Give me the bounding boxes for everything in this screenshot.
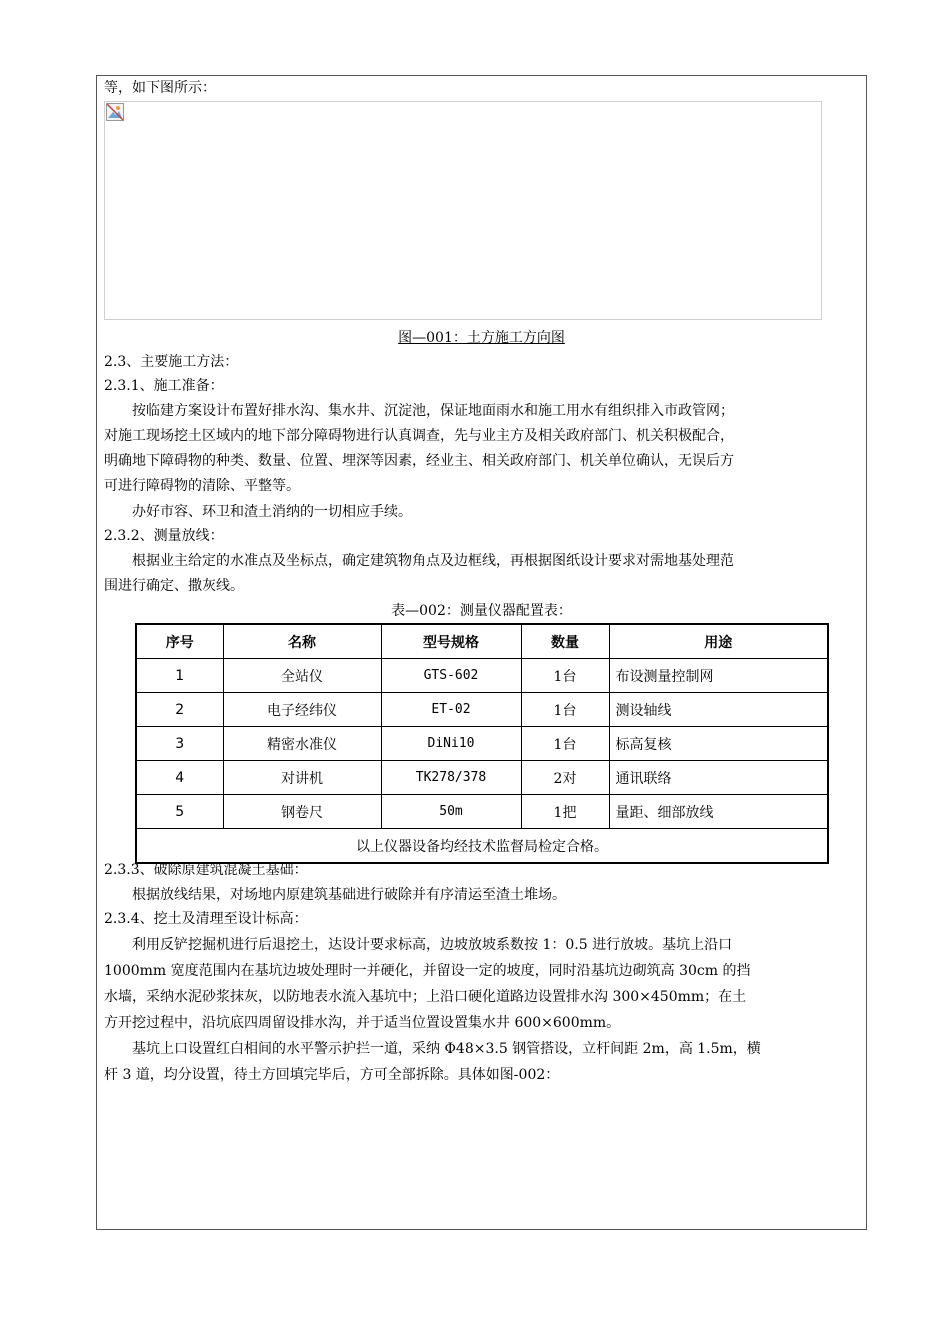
table-title: 表—002：测量仪器配置表： <box>391 603 572 619</box>
paragraph-line: 根据放线结果，对场地内原建筑基础进行破除并有序清运至渣土堆场。 <box>132 887 566 903</box>
paragraph-line: 明确地下障碍物的种类、数量、位置、埋深等因素，经业主、相关政府部门、机关单位确认，无误后方 <box>104 453 734 469</box>
figure-image-placeholder <box>104 101 822 320</box>
table-cell: 测设轴线 <box>609 693 828 727</box>
table-cell: 4 <box>136 761 223 795</box>
table-cell: TK278/378 <box>381 761 521 795</box>
table-footer-row <box>136 829 828 864</box>
paragraph-line: 利用反铲挖掘机进行后退挖土，达设计要求标高，边坡放坡系数按 1：0.5 进行放坡。基坑上沿口 <box>132 937 733 953</box>
table-header-cell: 序号 <box>136 624 223 659</box>
intro-line: 等，如下图所示： <box>104 80 216 96</box>
broken-image-icon <box>106 103 124 121</box>
table-cell: 电子经纬仪 <box>223 693 381 727</box>
table-footer-note: 以上仪器设备均经技术监督局检定合格。 <box>136 829 828 864</box>
table-header-cell: 型号规格 <box>381 624 521 659</box>
paragraph-line: 对施工现场挖土区域内的地下部分障碍物进行认真调查，先与业主方及相关政府部门、机关积极配合， <box>104 428 734 444</box>
table-cell: 对讲机 <box>223 761 381 795</box>
table-cell: 量距、细部放线 <box>609 795 828 829</box>
paragraph-line: 1000mm 宽度范围内在基坑边坡处理时一并硬化，并留设一定的坡度，同时沿基坑边砌筑高 30cm 的挡 <box>104 963 751 979</box>
table-header-row <box>136 624 828 659</box>
table-cell: 50m <box>381 795 521 829</box>
paragraph-line: 杆 3 道，均分设置，待土方回填完毕后，方可全部拆除。具体如图-002： <box>104 1067 560 1083</box>
table-cell: 标高复核 <box>609 727 828 761</box>
table-row <box>136 761 828 795</box>
section-2-3-heading: 2.3、主要施工方法： <box>104 354 239 370</box>
table-cell: 1台 <box>521 727 609 761</box>
section-2-3-1-heading: 2.3.1、施工准备： <box>104 378 224 394</box>
table-header-cell: 名称 <box>223 624 381 659</box>
table-cell: 1把 <box>521 795 609 829</box>
table-header-cell: 用途 <box>609 624 828 659</box>
section-2-3-4-heading: 2.3.4、挖土及清理至设计标高： <box>104 911 308 927</box>
section-2-3-3-heading: 2.3.3、破除原建筑混凝土基础： <box>104 862 308 878</box>
paragraph-line: 方开挖过程中，沿坑底四周留设排水沟，并于适当位置设置集水井 600×600mm。 <box>104 1015 621 1031</box>
table-header-cell: 数量 <box>521 624 609 659</box>
table-cell: 1台 <box>521 693 609 727</box>
table-cell: 全站仪 <box>223 659 381 693</box>
table-cell: 通讯联络 <box>609 761 828 795</box>
table-row <box>136 727 828 761</box>
table-cell: 1 <box>136 659 223 693</box>
paragraph-line: 根据业主给定的水准点及坐标点，确定建筑物角点及边框线，再根据图纸设计要求对需地基处理范 <box>132 553 734 569</box>
paragraph-line: 水墙，采纳水泥砂浆抹灰，以防地表水流入基坑中；上沿口硬化道路边设置排水沟 300×450mm；在土 <box>104 989 747 1005</box>
table-cell: 布设测量控制网 <box>609 659 828 693</box>
paragraph-line: 基坑上口设置红白相间的水平警示护拦一道，采纳 Φ48×3.5 钢管搭设，立杆间距 2m，高 1.5m，横 <box>132 1041 761 1057</box>
table-row <box>136 659 828 693</box>
figure-caption: 图—001：土方施工方向图 <box>398 330 565 346</box>
table-cell: 钢卷尺 <box>223 795 381 829</box>
paragraph-line: 按临建方案设计布置好排水沟、集水井、沉淀池，保证地面雨水和施工用水有组织排入市政管网； <box>132 403 734 419</box>
table-row <box>136 795 828 829</box>
paragraph-line: 办好市容、环卫和渣土消纳的一切相应手续。 <box>132 504 412 520</box>
table-cell: DiNi10 <box>381 727 521 761</box>
table-cell: 2对 <box>521 761 609 795</box>
paragraph-line: 围进行确定、撒灰线。 <box>104 578 244 594</box>
table-cell: 3 <box>136 727 223 761</box>
table-cell: 精密水准仪 <box>223 727 381 761</box>
paragraph-line: 可进行障碍物的清除、平整等。 <box>104 478 300 494</box>
table-cell: 1台 <box>521 659 609 693</box>
instrument-table <box>135 623 829 864</box>
table-cell: 5 <box>136 795 223 829</box>
table-cell: GTS-602 <box>381 659 521 693</box>
table-row <box>136 693 828 727</box>
table-cell: 2 <box>136 693 223 727</box>
section-2-3-2-heading: 2.3.2、测量放线： <box>104 528 224 544</box>
table-cell: ET-02 <box>381 693 521 727</box>
